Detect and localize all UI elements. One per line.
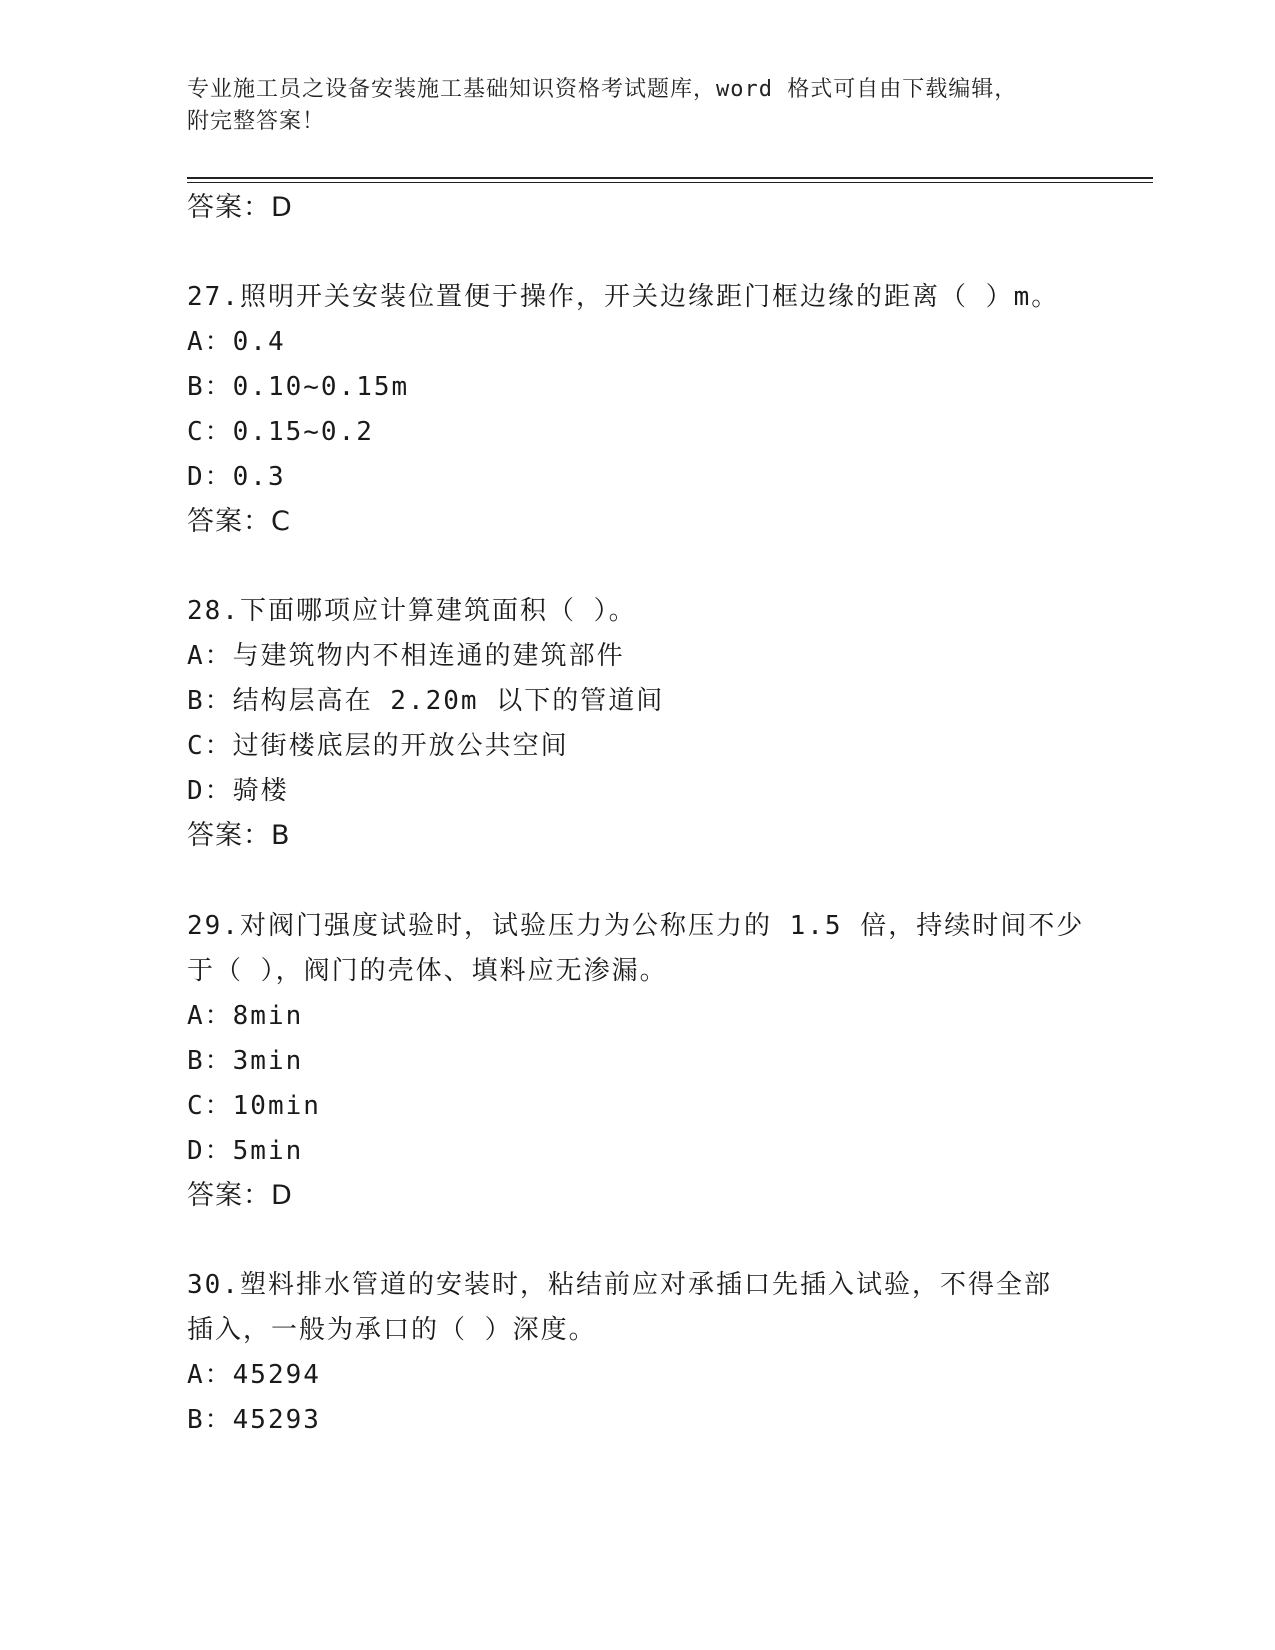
- question-27-answer: 答案：C: [187, 506, 291, 537]
- question-29-option-d: D：5min: [187, 1136, 304, 1166]
- question-29-option-a: A：8min: [187, 1001, 304, 1031]
- question-27-option-c: C：0.15~0.2: [187, 417, 374, 447]
- question-28-option-c: C：过街楼底层的开放公共空间: [187, 731, 569, 761]
- question-29-option-c: C：10min: [187, 1091, 321, 1121]
- question-27-stem: 27.照明开关安装位置便于操作，开关边缘距门框边缘的距离（ ）m。: [187, 282, 1060, 312]
- question-28-answer: 答案：B: [187, 820, 291, 851]
- question-30-stem-line-2: 插入，一般为承口的（ ）深度。: [187, 1315, 597, 1345]
- question-29-option-b: B：3min: [187, 1046, 304, 1076]
- question-30-option-a: A：45294: [187, 1360, 321, 1390]
- question-27-option-d: D：0.3: [187, 462, 286, 492]
- header-line-2: 附完整答案！: [187, 109, 326, 134]
- question-28-stem: 28.下面哪项应计算建筑面积（ ）。: [187, 596, 637, 626]
- question-28-option-a: A：与建筑物内不相连通的建筑部件: [187, 641, 625, 671]
- question-29-stem-line-2: 于（ ），阀门的壳体、填料应无渗漏。: [187, 956, 668, 986]
- answer-line: 答案：D: [187, 192, 293, 223]
- question-27-option-a: A：0.4: [187, 327, 286, 357]
- question-29-stem-line-1: 29.对阀门强度试验时，试验压力为公称压力的 1.5 倍，持续时间不少: [187, 911, 1085, 941]
- question-28-option-d: D：骑楼: [187, 776, 289, 806]
- question-30-option-b: B：45293: [187, 1405, 321, 1435]
- header-line-1: 专业施工员之设备安装施工基础知识资格考试题库，word 格式可自由下载编辑，: [187, 77, 1018, 102]
- question-30-stem-line-1: 30.塑料排水管道的安装时，粘结前应对承插口先插入试验，不得全部: [187, 1270, 1052, 1300]
- question-28-option-b: B：结构层高在 2.20m 以下的管道间: [187, 686, 665, 716]
- document-header: [187, 74, 1087, 138]
- header-divider-thin: [187, 182, 1153, 183]
- question-27-option-b: B：0.10~0.15m: [187, 372, 410, 402]
- header-divider-thick: [187, 177, 1153, 179]
- question-29-answer: 答案：D: [187, 1180, 293, 1211]
